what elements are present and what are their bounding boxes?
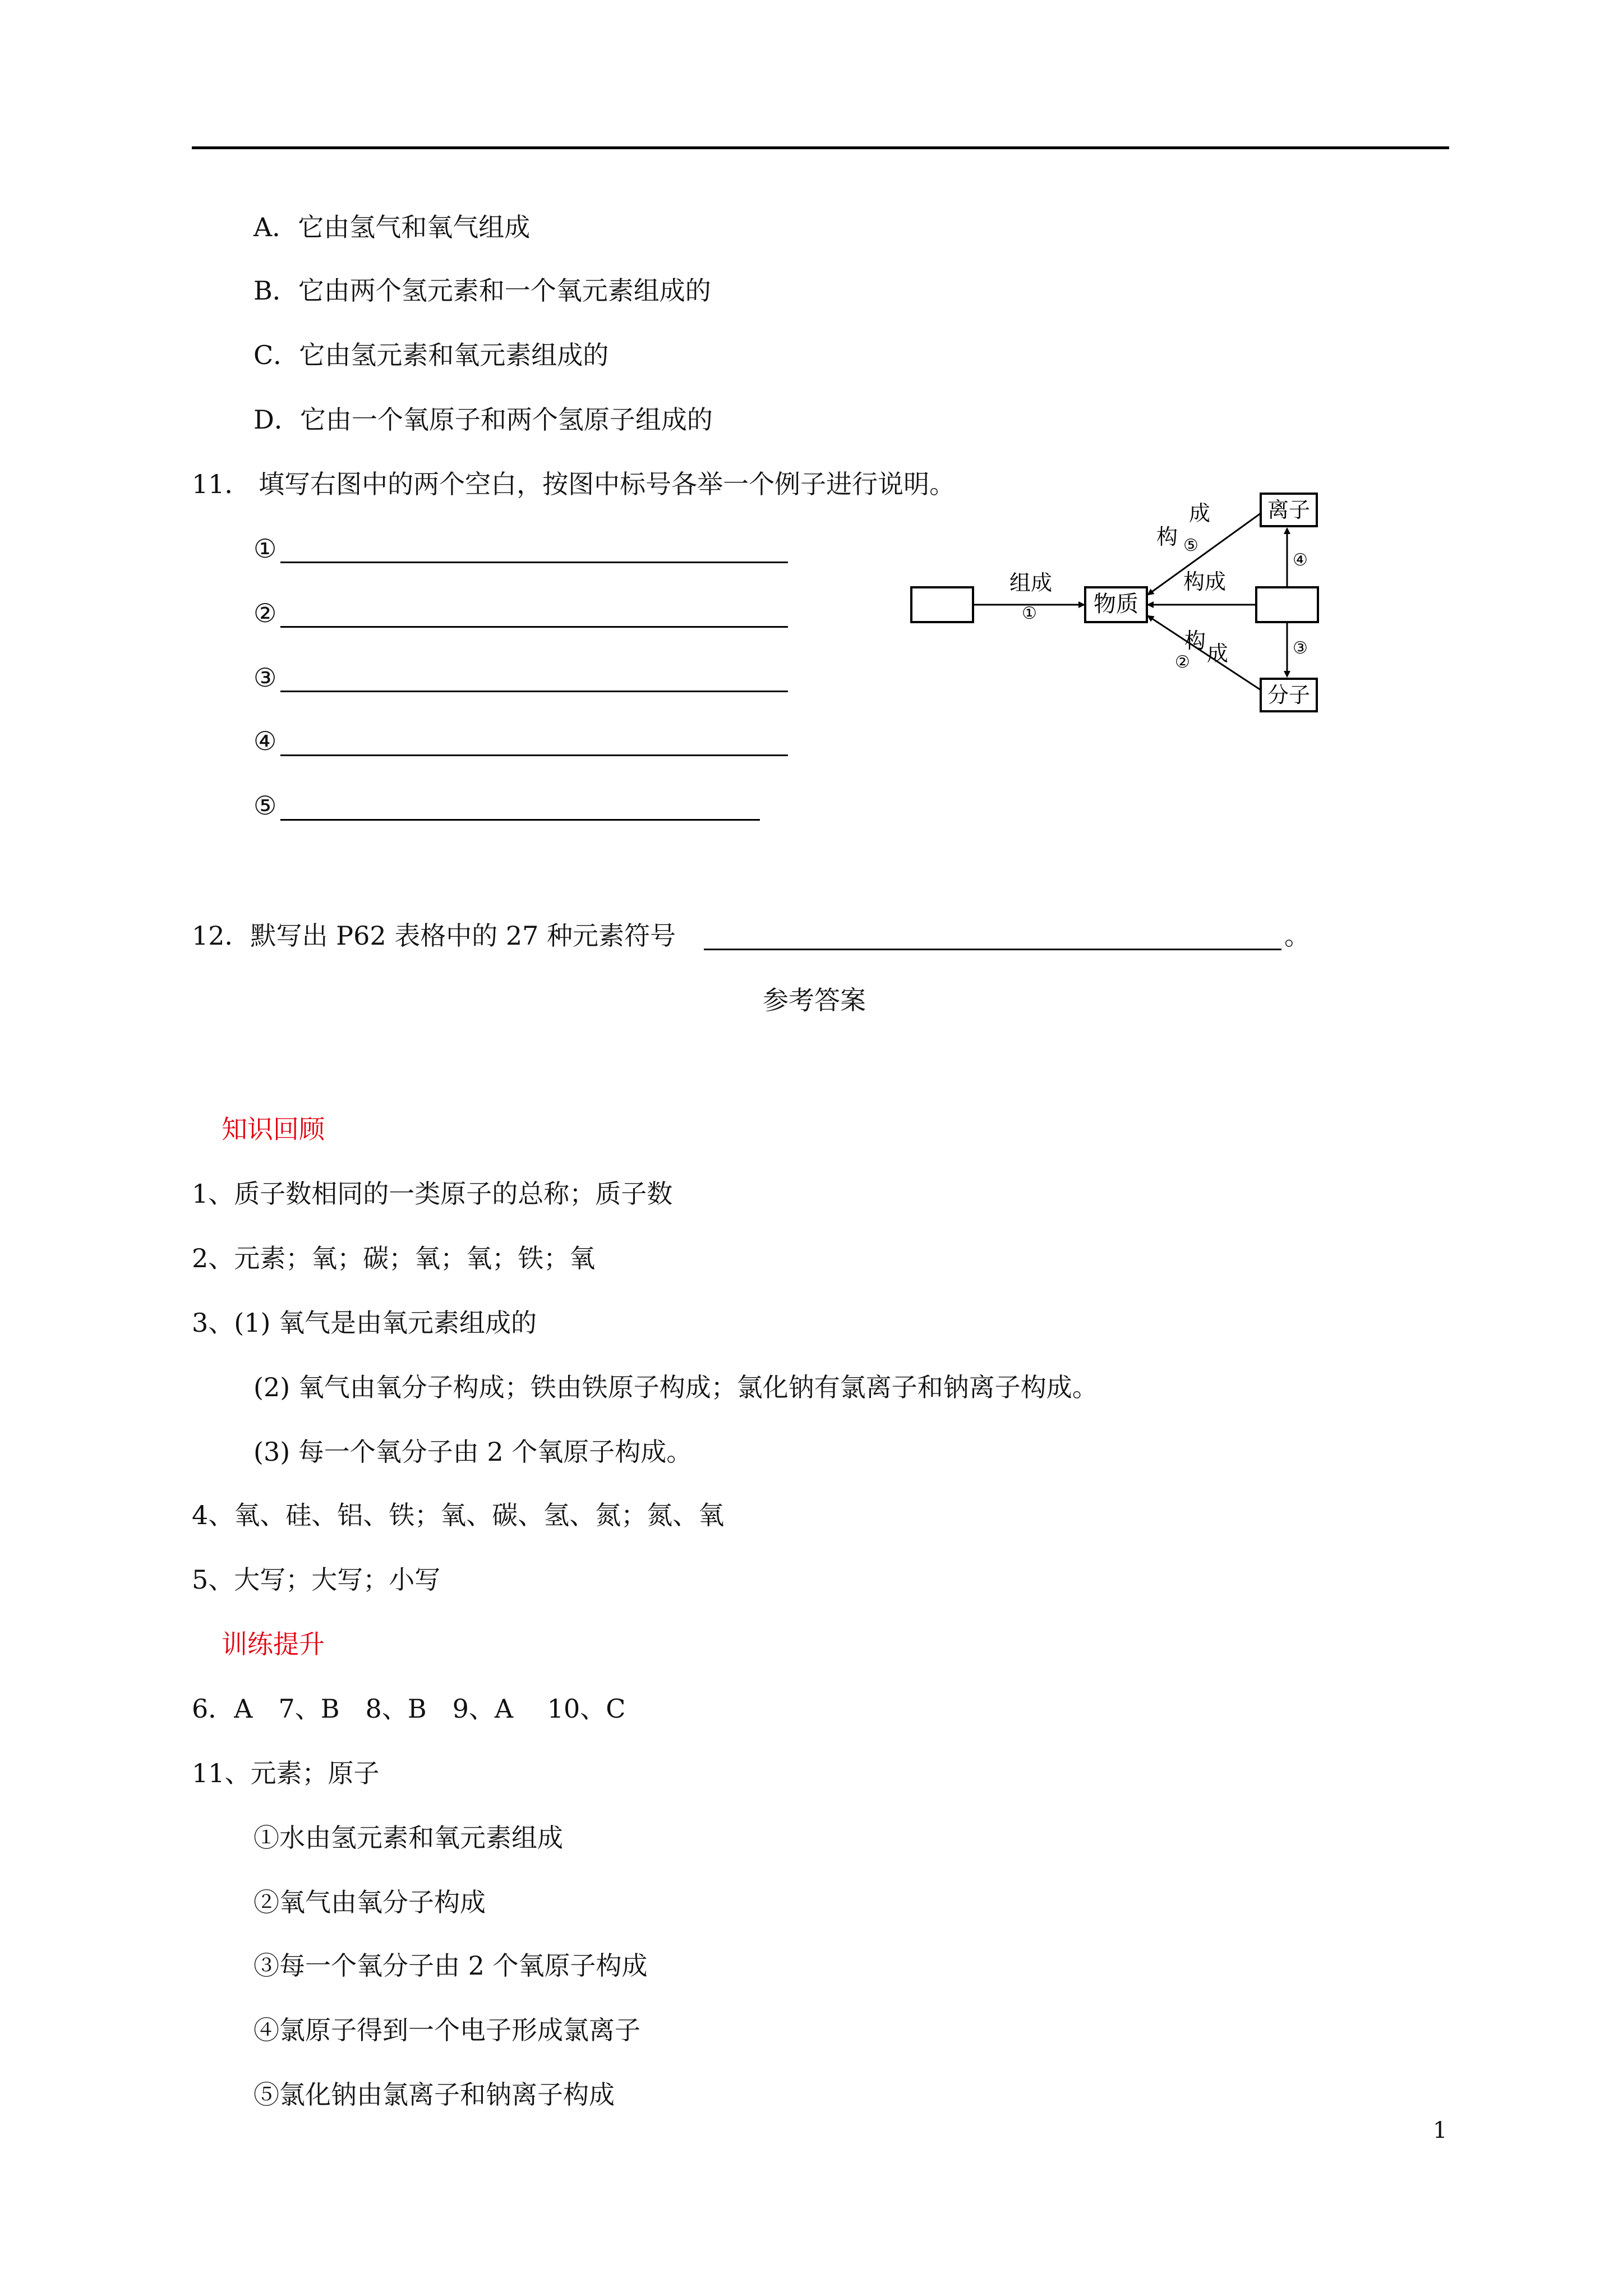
answer-11-4: ④氯原子得到一个电子形成氯离子 — [253, 2015, 640, 2045]
header-rule — [192, 146, 1449, 149]
label-substance: 物质 — [1094, 591, 1138, 617]
arrow-molecule-construct — [1148, 616, 1261, 690]
blank-box-atom[interactable] — [1256, 587, 1318, 622]
label-construct-atom: 构成 — [1183, 569, 1227, 594]
answer-blank-5[interactable] — [280, 819, 760, 821]
label-compose: 组成 — [1009, 570, 1053, 595]
blank-label-4: ④ — [253, 726, 277, 756]
question-11-text: 11． 填写右图中的两个空白，按图中标号各举一个例子进行说明。 — [192, 469, 956, 499]
label-cheng-molecule: 成 — [1207, 641, 1229, 666]
answer-11: 11、元素；原子 — [192, 1758, 380, 1788]
option-a: A．它由氢气和氧气组成 — [253, 212, 531, 242]
answer-3-1: 3、(1) 氧气是由氧元素组成的 — [192, 1308, 537, 1338]
page-number: 1 — [1433, 2118, 1447, 2143]
option-c: C．它由氢元素和氧元素组成的 — [253, 340, 609, 370]
label-ion: 离子 — [1267, 498, 1311, 522]
answer-1: 1、质子数相同的一类原子的总称；质子数 — [192, 1179, 673, 1209]
label-cheng-ion: 成 — [1189, 501, 1211, 526]
label-gou-molecule: 构 — [1184, 628, 1206, 653]
number-2: ② — [1175, 652, 1190, 672]
answer-11-3: ③每一个氧分子由 2 个氧原子构成 — [253, 1950, 648, 1981]
answer-11-2: ②氧气由氧分子构成 — [253, 1887, 486, 1917]
matter-composition-diagram — [897, 482, 1335, 724]
answer-blank-2[interactable] — [280, 626, 788, 628]
answer-11-5: ⑤氯化钠由氯离子和钠离子构成 — [253, 2079, 615, 2110]
answer-blank-3[interactable] — [280, 691, 788, 692]
answer-5: 5、大写；大写；小写 — [192, 1565, 441, 1595]
label-gou-ion: 构 — [1156, 524, 1178, 549]
answer-2: 2、元素；氧；碳；氧；氧；铁；氧 — [192, 1243, 596, 1273]
blank-label-1: ① — [253, 533, 277, 564]
question-12-end: 。 — [1284, 921, 1310, 951]
number-1: ① — [1022, 604, 1037, 623]
section-review-heading: 知识回顾 — [222, 1114, 325, 1144]
option-d: D．它由一个氧原子和两个氢原子组成的 — [253, 404, 713, 435]
answer-3-2: (2) 氧气由氧分子构成；铁由铁原子构成；氯化钠有氯离子和钠离子构成。 — [253, 1372, 1098, 1402]
answer-blank-12[interactable] — [704, 949, 1281, 950]
blank-label-2: ② — [253, 598, 277, 628]
option-b: B．它由两个氢元素和一个氧元素组成的 — [253, 275, 711, 306]
blank-label-5: ⑤ — [253, 790, 277, 821]
section-practice-heading: 训练提升 — [222, 1629, 325, 1659]
answer-3-3: (3) 每一个氧分子由 2 个氧原子构成。 — [253, 1437, 693, 1467]
answer-4: 4、氧、硅、铝、铁；氧、碳、氢、氮；氮、氧 — [192, 1500, 725, 1530]
number-4: ④ — [1293, 550, 1308, 570]
answers-title: 参考答案 — [763, 985, 866, 1015]
answer-6-10: 6．A 7、B 8、B 9、A 10、C — [192, 1694, 626, 1724]
label-molecule: 分子 — [1267, 683, 1311, 707]
question-12-text: 12．默写出 P62 表格中的 27 种元素符号 — [192, 921, 676, 951]
answer-blank-4[interactable] — [280, 754, 788, 756]
blank-box-element[interactable] — [911, 587, 973, 622]
number-5: ⑤ — [1183, 536, 1198, 555]
answer-blank-1[interactable] — [280, 562, 788, 563]
blank-label-3: ③ — [253, 662, 277, 693]
number-3: ③ — [1293, 638, 1308, 658]
answer-11-1: ①水由氢元素和氧元素组成 — [253, 1823, 563, 1853]
